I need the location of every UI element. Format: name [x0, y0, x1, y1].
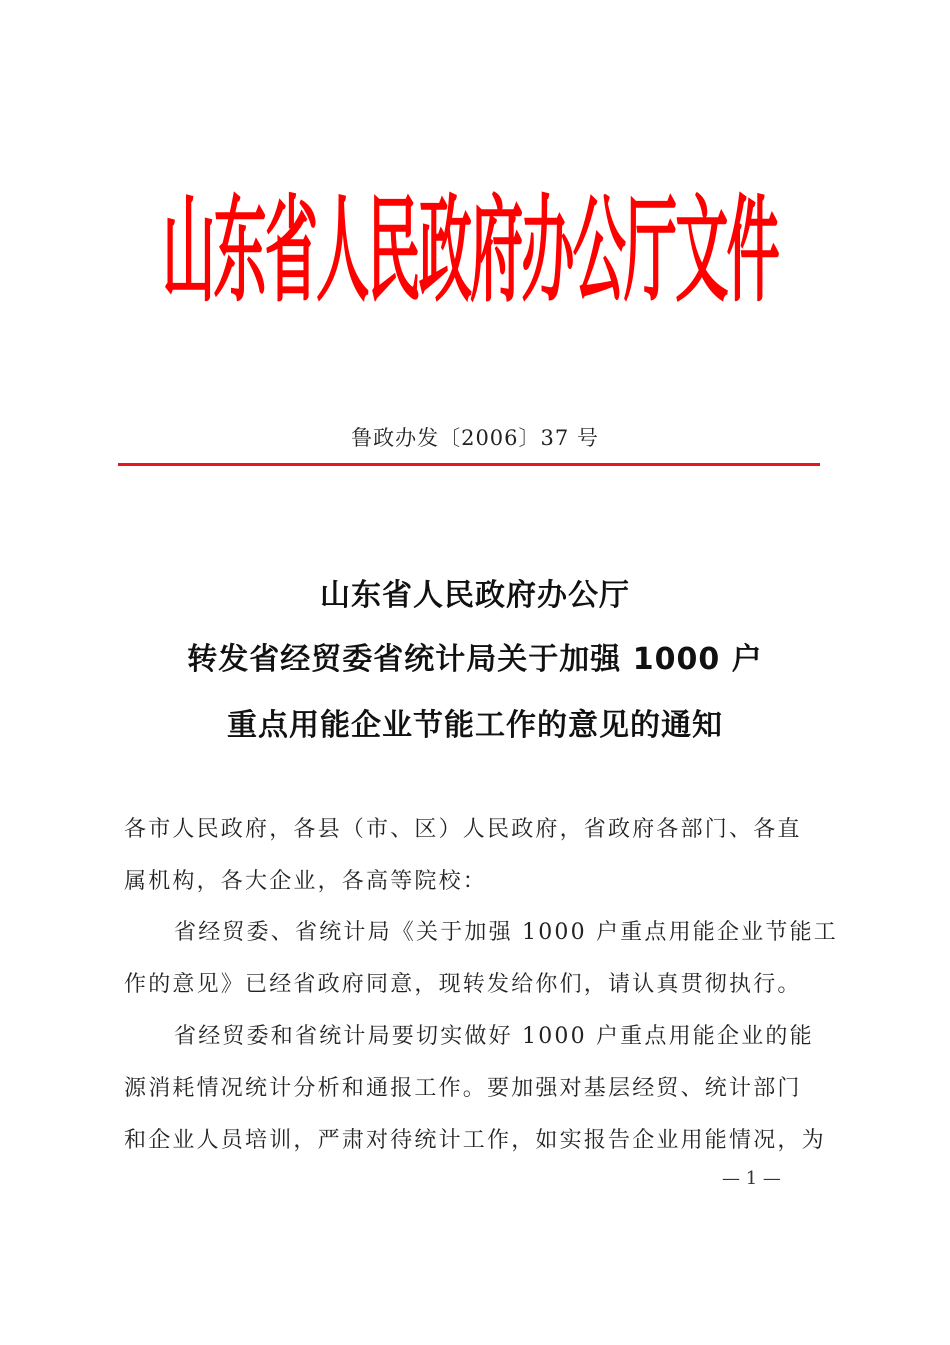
masthead: [120, 168, 820, 318]
addressee-line-2: 属机构，各大企业，各高等院校：: [124, 869, 488, 894]
paragraph-2-line-2: 源消耗情况统计分析和通报工作。要加强对基层经贸、统计部门: [124, 1076, 802, 1101]
masthead-title: 山东省人民政府办公厅文件: [162, 185, 778, 318]
document-number: 鲁政办发〔2006〕37 号: [351, 426, 599, 450]
document-title-line-2: 转发省经贸委省统计局关于加强 1000 户: [187, 642, 763, 677]
page-number: — 1 —: [722, 1168, 781, 1189]
paragraph-1-line-1: 省经贸委、省统计局《关于加强 1000 户重点用能企业节能工: [174, 920, 838, 945]
paragraph-2-line-3: 和企业人员培训，严肃对待统计工作，如实报告企业用能情况，为: [124, 1128, 826, 1153]
paragraph-2-line-1: 省经贸委和省统计局要切实做好 1000 户重点用能企业的能: [174, 1024, 814, 1049]
document-title-line-1: 山东省人民政府办公厅: [320, 578, 630, 613]
document-title-line-3: 重点用能企业节能工作的意见的通知: [227, 708, 723, 743]
addressee-line-1: 各市人民政府，各县（市、区）人民政府，省政府各部门、各直: [124, 817, 802, 842]
red-divider-line: [118, 463, 820, 466]
paragraph-1-line-2: 作的意见》已经省政府同意，现转发给你们，请认真贯彻执行。: [124, 972, 802, 997]
